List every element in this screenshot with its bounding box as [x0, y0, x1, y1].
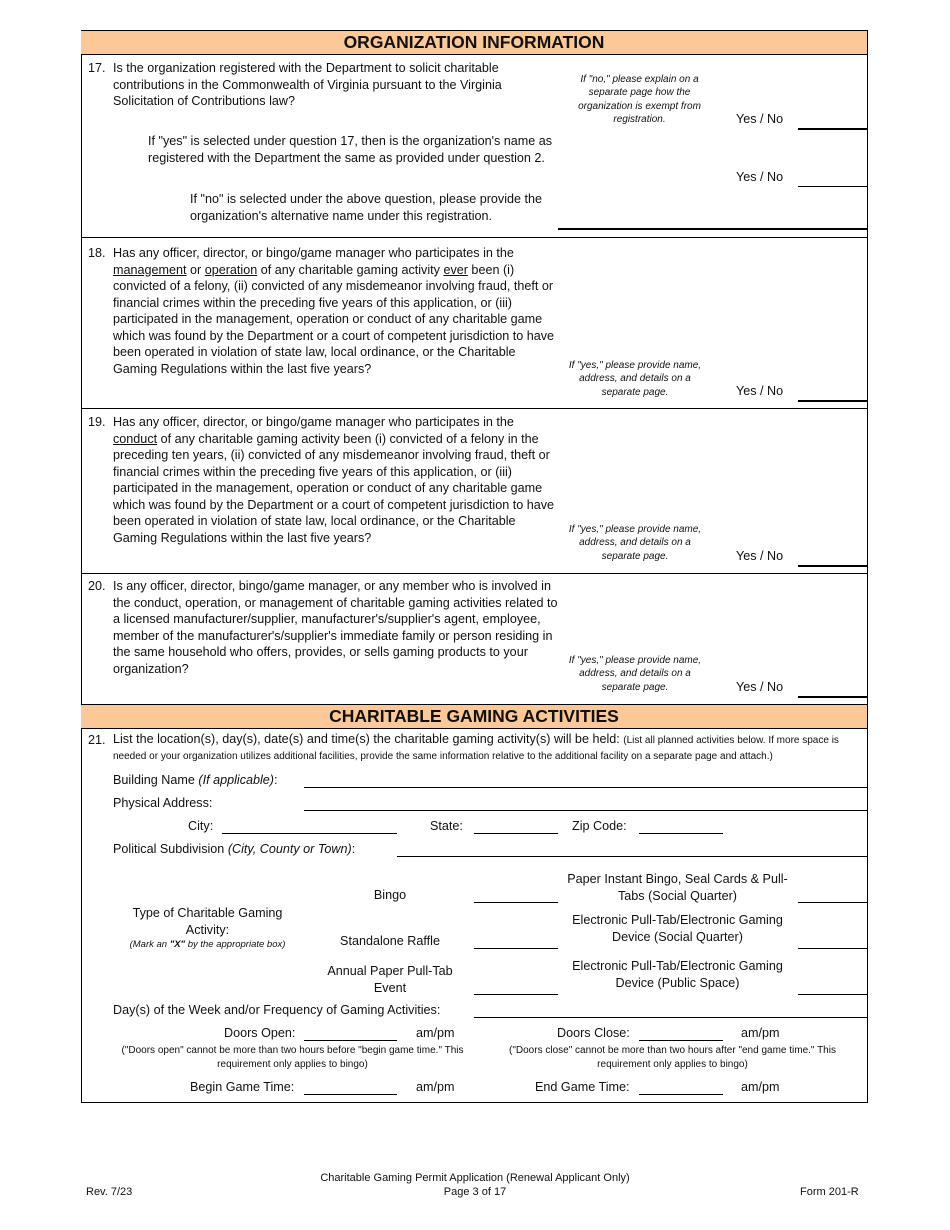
state-label: State:	[430, 819, 463, 833]
q18-line1: Has any officer, director, or bingo/game manager who participates in the	[113, 246, 514, 260]
q20-number: 20.	[88, 579, 106, 593]
zip-field[interactable]	[639, 833, 723, 834]
q17-alt-name-field[interactable]	[558, 228, 867, 230]
activity-epull-public-label: Electronic Pull-Tab/Electronic Gaming Device (Public Space)	[572, 959, 783, 990]
q19-text	[113, 414, 558, 546]
political-label-colon: :	[351, 842, 356, 856]
building-name-field[interactable]	[304, 787, 867, 788]
activity-raffle-label: Standalone Raffle	[340, 934, 440, 948]
q19-line1: Has any officer, director, or bingo/game manager who participates in the	[113, 415, 514, 429]
q18-rest: been (i) convicted of a felony, (ii) convicted of any misdemeanor involving fraud, theft or financial crimes within the preceding five years of this application, or (iii) participated in the management, operation or conduct of any charitable game which was found by the Department or a court of competent jurisdiction to have been operated in violation of state law, local ordinance, or the Charitable Gaming Regulations within the last five years?	[113, 262, 555, 376]
end-game-field[interactable]	[639, 1094, 723, 1095]
q20-answer-field[interactable]	[798, 696, 867, 698]
doors-close-field[interactable]	[639, 1040, 723, 1041]
begin-game-field[interactable]	[304, 1094, 397, 1095]
q20-yes-no: Yes / No	[736, 680, 784, 694]
city-field[interactable]	[222, 833, 397, 834]
q18-underline-ever: ever	[443, 262, 468, 277]
divider-18-19	[81, 408, 868, 409]
section-header-gaming: CHARITABLE GAMING ACTIVITIES	[81, 704, 867, 729]
activity-annual-label: Annual Paper Pull-Tab Event	[327, 964, 453, 995]
divider-17-18	[81, 237, 868, 238]
q17-sub-b-text: If "no" is selected under the above question, please provide the organization's alternative name under this registration.	[190, 192, 543, 223]
q19-note: If "yes," please provide name, address, and details on a separate page.	[568, 524, 702, 562]
q19-rest: of any charitable gaming activity been (i) convicted of a felony in the preceding ten years, (ii) convicted of any misdemeanor involving fraud, theft or financial crimes within the preceding five years of this application, or (iii) participated in the management, operation or conduct of any charitable game which was found by the Department or a court of competent jurisdiction to have been operated in violation of state law, local ordinance, or the Charitable Gaming Regulations within the last five years?	[113, 431, 555, 545]
q18-note: If "yes," please provide name, address, and details on a separate page.	[568, 360, 702, 398]
doors-open-ampm: am/pm	[416, 1026, 455, 1040]
q17-number: 17.	[88, 61, 106, 75]
activity-epull-social-label: Electronic Pull-Tab/Electronic Gaming Device (Social Quarter)	[572, 913, 783, 944]
q19-number: 19.	[88, 415, 106, 429]
q17-sub-a-text: If "yes" is selected under question 17, then is the organization's name as registered with the Department the same as provided under question 2.	[148, 134, 553, 165]
building-label-colon: :	[274, 773, 278, 787]
address-label: Physical Address:	[113, 796, 213, 810]
physical-address-field[interactable]	[304, 810, 867, 811]
doors-close-label: Doors Close:	[557, 1026, 630, 1040]
q17-answer-field[interactable]	[798, 128, 867, 130]
q17-sub-a-yes-no: Yes / No	[736, 170, 784, 184]
days-label: Day(s) of the Week and/or Frequency of Gaming Activities:	[113, 1003, 441, 1017]
activity-paper-instant-label: Paper Instant Bingo, Seal Cards & Pull-Tabs (Social Quarter)	[567, 872, 788, 903]
political-subdivision-field[interactable]	[397, 856, 867, 857]
type-label: Type of Charitable Gaming Activity:	[132, 906, 283, 937]
q19-underline-conduct: conduct	[113, 431, 158, 446]
q18-mid: of any charitable gaming activity	[257, 262, 444, 277]
q17-yes-no: Yes / No	[736, 112, 784, 126]
activity-paper-instant-box[interactable]	[798, 902, 867, 903]
type-note-post: by the appropriate box)	[185, 939, 286, 950]
footer-title-line1: Charitable Gaming Permit Application (Renewal Applicant Only)	[320, 1172, 630, 1184]
activity-epull-social-box[interactable]	[798, 948, 867, 949]
footer-title	[275, 1171, 675, 1199]
days-field[interactable]	[474, 1017, 867, 1018]
type-note-x: "X"	[169, 939, 186, 950]
q21-small: (List all planned activities below. If more space is needed or your organization utilizes additional facilities, provide the same information relative to the additional facility on a separate page and attach.)	[113, 735, 839, 762]
q19-yes-no: Yes / No	[736, 549, 784, 563]
doors-close-ampm: am/pm	[741, 1026, 780, 1040]
activity-annual-box[interactable]	[474, 994, 558, 995]
activity-raffle-box[interactable]	[474, 948, 558, 949]
activity-bingo-box[interactable]	[474, 902, 558, 903]
q17-note: If "no," please explain on a separate page how the organization is exempt from registration.	[578, 74, 701, 125]
building-label-italic: (If applicable)	[198, 773, 275, 787]
q18-number: 18.	[88, 246, 106, 260]
q20-text: Is any officer, director, bingo/game manager, or any member who is involved in the conduct, operation, or management of charitable gaming activities related to a licensed manufacturer/supplier, manufacturer's/supplier's agent, employee, member of the manufacturer's/supplier's immediate family or person residing in the same household who offers, provides, or sells gaming products to your organization?	[113, 579, 558, 676]
begin-game-label: Begin Game Time:	[190, 1080, 295, 1094]
type-note	[110, 938, 305, 952]
q19-answer-field[interactable]	[798, 565, 867, 567]
end-game-label: End Game Time:	[535, 1080, 630, 1094]
end-game-ampm: am/pm	[741, 1080, 780, 1094]
footer-rev: Rev. 7/23	[86, 1186, 133, 1198]
doors-close-note: ("Doors close" cannot be more than two hours after "end game time." This requirement only applies to bingo)	[509, 1045, 836, 1070]
q21-main: List the location(s), day(s), date(s) and time(s) the charitable gaming activity(s) will be held:	[113, 732, 620, 746]
political-label-text: Political Subdivision	[113, 842, 225, 856]
zip-label: Zip Code:	[572, 819, 627, 833]
q18-underline-management: management	[113, 262, 187, 277]
state-field[interactable]	[474, 833, 558, 834]
q17-sub-a-answer-field[interactable]	[798, 186, 867, 187]
footer-form-number: Form 201-R	[800, 1186, 859, 1198]
q21-number: 21.	[88, 733, 106, 747]
doors-open-label: Doors Open:	[224, 1026, 296, 1040]
q18-or: or	[186, 262, 205, 277]
section-header-organization: ORGANIZATION INFORMATION	[81, 30, 867, 55]
building-label	[113, 772, 278, 789]
doors-open-note: ("Doors open" cannot be more than two hours before "begin game time." This requirement only applies to bingo)	[121, 1045, 464, 1070]
q21-text	[113, 732, 865, 763]
q18-underline-operation: operation	[204, 262, 258, 277]
activity-bingo-label: Bingo	[373, 888, 407, 902]
q18-answer-field[interactable]	[798, 400, 867, 402]
political-label-italic: (City, County or Town)	[227, 842, 352, 856]
q18-yes-no: Yes / No	[736, 384, 784, 398]
begin-game-ampm: am/pm	[416, 1080, 455, 1094]
activity-epull-public-box[interactable]	[798, 994, 867, 995]
footer-page-number: Page 3 of 17	[443, 1186, 507, 1198]
city-label: City:	[188, 819, 214, 833]
doors-open-field[interactable]	[304, 1040, 397, 1041]
type-note-pre: (Mark an	[129, 939, 170, 950]
building-label-text: Building Name	[113, 773, 195, 787]
q20-note: If "yes," please provide name, address, and details on a separate page.	[568, 655, 702, 693]
q18-text	[113, 245, 558, 377]
political-label	[113, 841, 355, 858]
q17-text: Is the organization registered with the Department to solicit charitable contributions in the Commonwealth of Virginia pursuant to the Virginia Solicitation of Contributions law?	[113, 61, 502, 108]
divider-19-20	[81, 573, 868, 574]
